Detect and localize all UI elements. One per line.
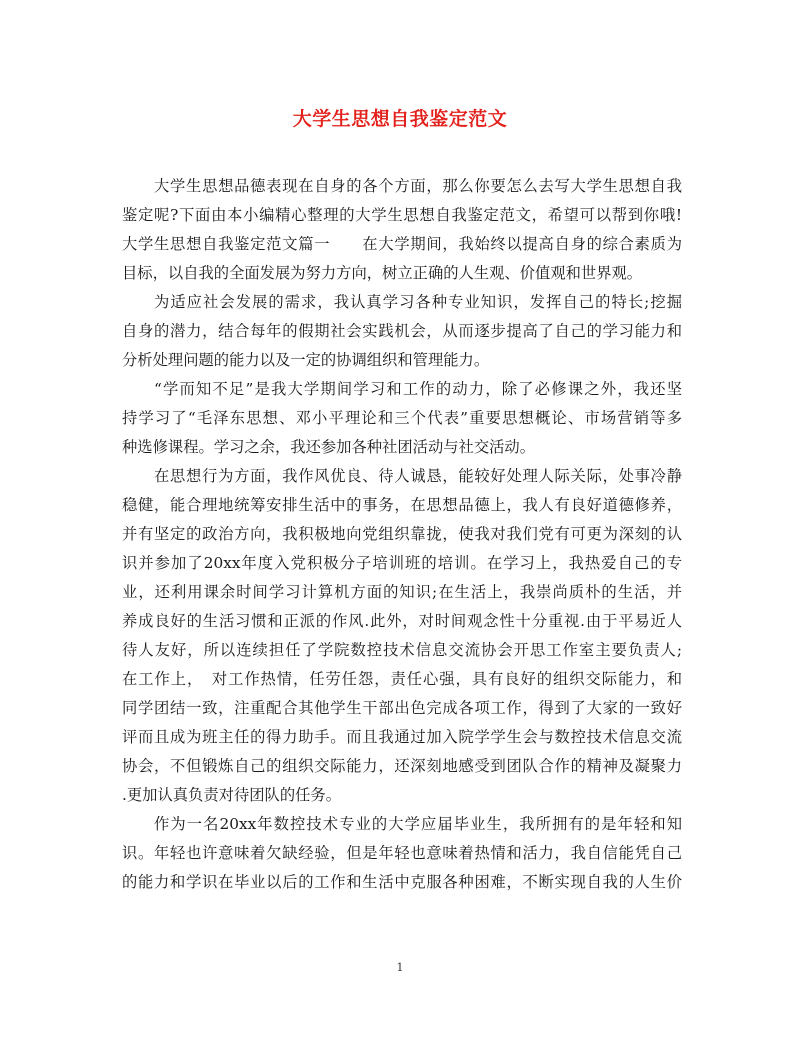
text-line: 大学生思想品德表现在自身的各个方面，那么你要怎么去写大学生思想自我 xyxy=(154,177,682,195)
text-line: 自身的潜力，结合每年的假期社会实践机会，从而逐步提高了自己的学习能力和 xyxy=(122,322,682,340)
text-line: 识。年轻也许意味着欠缺经验，但是年轻也意味着热情和活力，我自信能凭自己 xyxy=(122,844,682,862)
text-line: 作为一名20xx年数控技术专业的大学应届毕业生，我所拥有的是年轻和知 xyxy=(154,815,682,833)
text-line: 大学生思想自我鉴定范文篇一 在大学期间，我始终以提高自身的综合素质为 xyxy=(122,235,682,253)
text-line: 为适应社会发展的需求，我认真学习各种专业知识，发挥自己的特长;挖掘 xyxy=(154,293,682,311)
text-line: 协会，不但锻炼自己的组织交际能力，还深刻地感受到团队合作的精神及凝聚力 xyxy=(122,757,682,775)
text-line: 目标，以自我的全面发展为努力方向，树立正确的人生观、价值观和世界观。 xyxy=(122,264,643,282)
text-line: 在思想行为方面，我作风优良、待人诚恳，能较好处理人际关际，处事冷静 xyxy=(154,467,682,485)
text-line: 持学习了“毛泽东思想、邓小平理论和三个代表”重要思想概论、市场营销等多 xyxy=(122,409,682,427)
text-line: 分析处理问题的能力以及一定的协调组织和管理能力。 xyxy=(122,351,490,369)
text-line: 识并参加了20xx年度入党积极分子培训班的培训。在学习上，我热爱自己的专 xyxy=(122,554,682,572)
text-line: 待人友好，所以连续担任了学院数控技术信息交流协会开思工作室主要负责人; xyxy=(122,641,682,659)
text-line: 在工作上， 对工作热情，任劳任怨，责任心强，具有良好的组织交际能力，和 xyxy=(122,670,682,688)
text-line: 业，还利用课余时间学习计算机方面的知识;在生活上，我崇尚质朴的生活，并 xyxy=(122,583,682,601)
text-line: 并有坚定的政治方向，我积极地向党组织靠拢，使我对我们党有可更为深刻的认 xyxy=(122,525,682,543)
document-body xyxy=(122,172,682,897)
text-line: “学而知不足”是我大学期间学习和工作的动力，除了必修课之外，我还坚 xyxy=(154,380,682,398)
text-line: 的能力和学识在毕业以后的工作和生活中克服各种困难，不断实现自我的人生价 xyxy=(122,873,682,891)
document-title: 大学生思想自我鉴定范文 xyxy=(292,108,508,130)
page-number: 1 xyxy=(396,961,404,974)
text-line: 养成良好的生活习惯和正派的作风.此外，对时间观念性十分重视.由于平易近人 xyxy=(122,612,682,630)
text-line: .更加认真负责对待团队的任务。 xyxy=(122,786,342,804)
text-line: 种选修课程。学习之余，我还参加各种社团活动与社交活动。 xyxy=(122,438,536,456)
text-line: 鉴定呢?下面由本小编精心整理的大学生思想自我鉴定范文，希望可以帮到你哦! xyxy=(122,206,682,224)
text-line: 同学团结一致，注重配合其他学生干部出色完成各项工作，得到了大家的一致好 xyxy=(122,699,682,717)
text-line: 评而且成为班主任的得力助手。而且我通过加入院学学生会与数控技术信息交流 xyxy=(122,728,682,746)
text-line: 稳健，能合理地统筹安排生活中的事务，在思想品德上，我人有良好道德修养， xyxy=(122,496,682,514)
